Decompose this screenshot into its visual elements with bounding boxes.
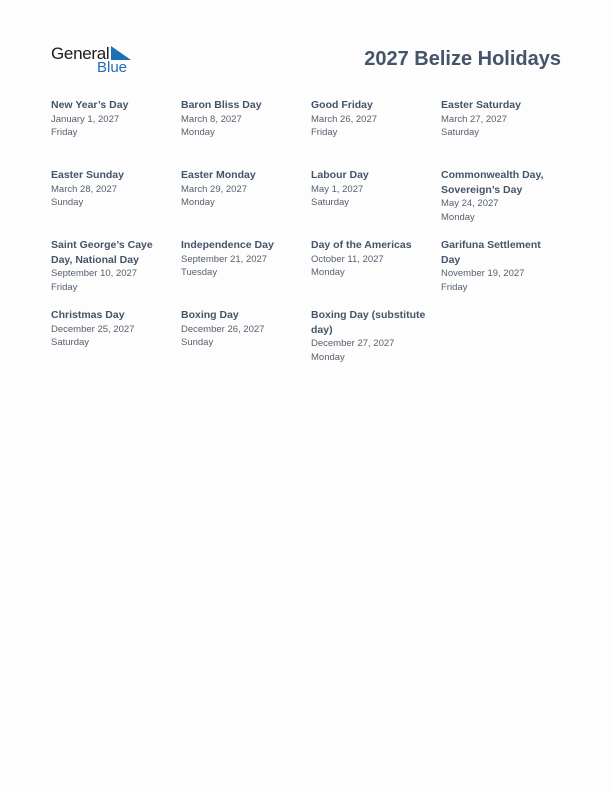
holiday-date: October 11, 2027 [311,253,384,265]
holiday-weekday: Friday [51,281,78,293]
holiday-date: March 8, 2027 [181,113,242,125]
holiday-name: Garifuna Settlement Day [441,239,541,266]
logo-word-general: General [51,44,110,63]
holiday-weekday: Saturday [311,197,350,208]
holiday-item [51,168,181,238]
holiday-date: March 26, 2027 [311,113,378,125]
holiday-name: Day of the Americas [311,239,412,251]
holiday-item [311,98,441,168]
holiday-date: December 27, 2027 [311,338,395,349]
holiday-weekday: Sunday [181,337,214,348]
holiday-name: Easter Monday [181,169,256,181]
holiday-name: Boxing Day [181,309,239,321]
holiday-weekday: Monday [311,351,345,363]
holiday-name: New Year’s Day [51,99,129,111]
holiday-weekday: Tuesday [181,267,218,278]
holiday-date: November 19, 2027 [441,268,525,279]
holiday-date: May 24, 2027 [441,198,499,209]
holiday-item [181,308,311,378]
holiday-date: January 1, 2027 [51,113,120,125]
holiday-weekday: Saturday [441,127,480,138]
holiday-item [311,168,441,238]
holiday-weekday: Friday [441,281,468,293]
holiday-date: September 21, 2027 [181,253,268,265]
holiday-name: Christmas Day [51,309,125,321]
holiday-name: Baron Bliss Day [181,99,262,111]
holiday-item [441,238,571,308]
holiday-name: Easter Sunday [51,169,124,181]
holiday-item [181,98,311,168]
holiday-item [441,168,571,238]
logo-word-blue: Blue [97,59,128,76]
holiday-item [51,98,181,168]
holiday-date: March 27, 2027 [441,113,508,125]
holiday-name: Easter Saturday [441,99,521,111]
holiday-date: May 1, 2027 [311,183,364,195]
holiday-name: Saint George’s Caye Day, National Day [51,239,153,266]
holiday-name: Commonwealth Day, Sovereign’s Day [441,169,544,196]
holiday-name: Labour Day [311,169,369,181]
holiday-name: Independence Day [181,239,274,251]
page-title: 2027 Belize Holidays [364,48,561,70]
logo-triangle-icon [111,46,131,60]
holiday-weekday: Monday [181,127,215,138]
holiday-item [51,238,181,308]
holiday-grid [51,98,571,378]
holiday-date: March 28, 2027 [51,183,118,195]
holiday-item [51,308,181,378]
holiday-date: December 26, 2027 [181,323,265,335]
holiday-weekday: Friday [51,127,78,138]
holiday-item [311,238,441,308]
holiday-weekday: Friday [311,127,338,138]
holiday-item [181,168,311,238]
holiday-weekday: Monday [441,211,475,223]
holiday-weekday: Sunday [51,197,84,208]
holiday-name: Boxing Day (substitute day) [311,309,426,336]
holiday-weekday: Monday [311,267,345,278]
holiday-weekday: Monday [181,197,215,208]
holiday-item [311,308,441,378]
holiday-item [441,98,571,168]
generalblue-logo [51,44,141,80]
holiday-date: September 10, 2027 [51,268,138,279]
holiday-date: March 29, 2027 [181,183,248,195]
holiday-date: December 25, 2027 [51,323,135,335]
holiday-name: Good Friday [311,99,373,111]
holiday-item [181,238,311,308]
holiday-weekday: Saturday [51,337,90,348]
